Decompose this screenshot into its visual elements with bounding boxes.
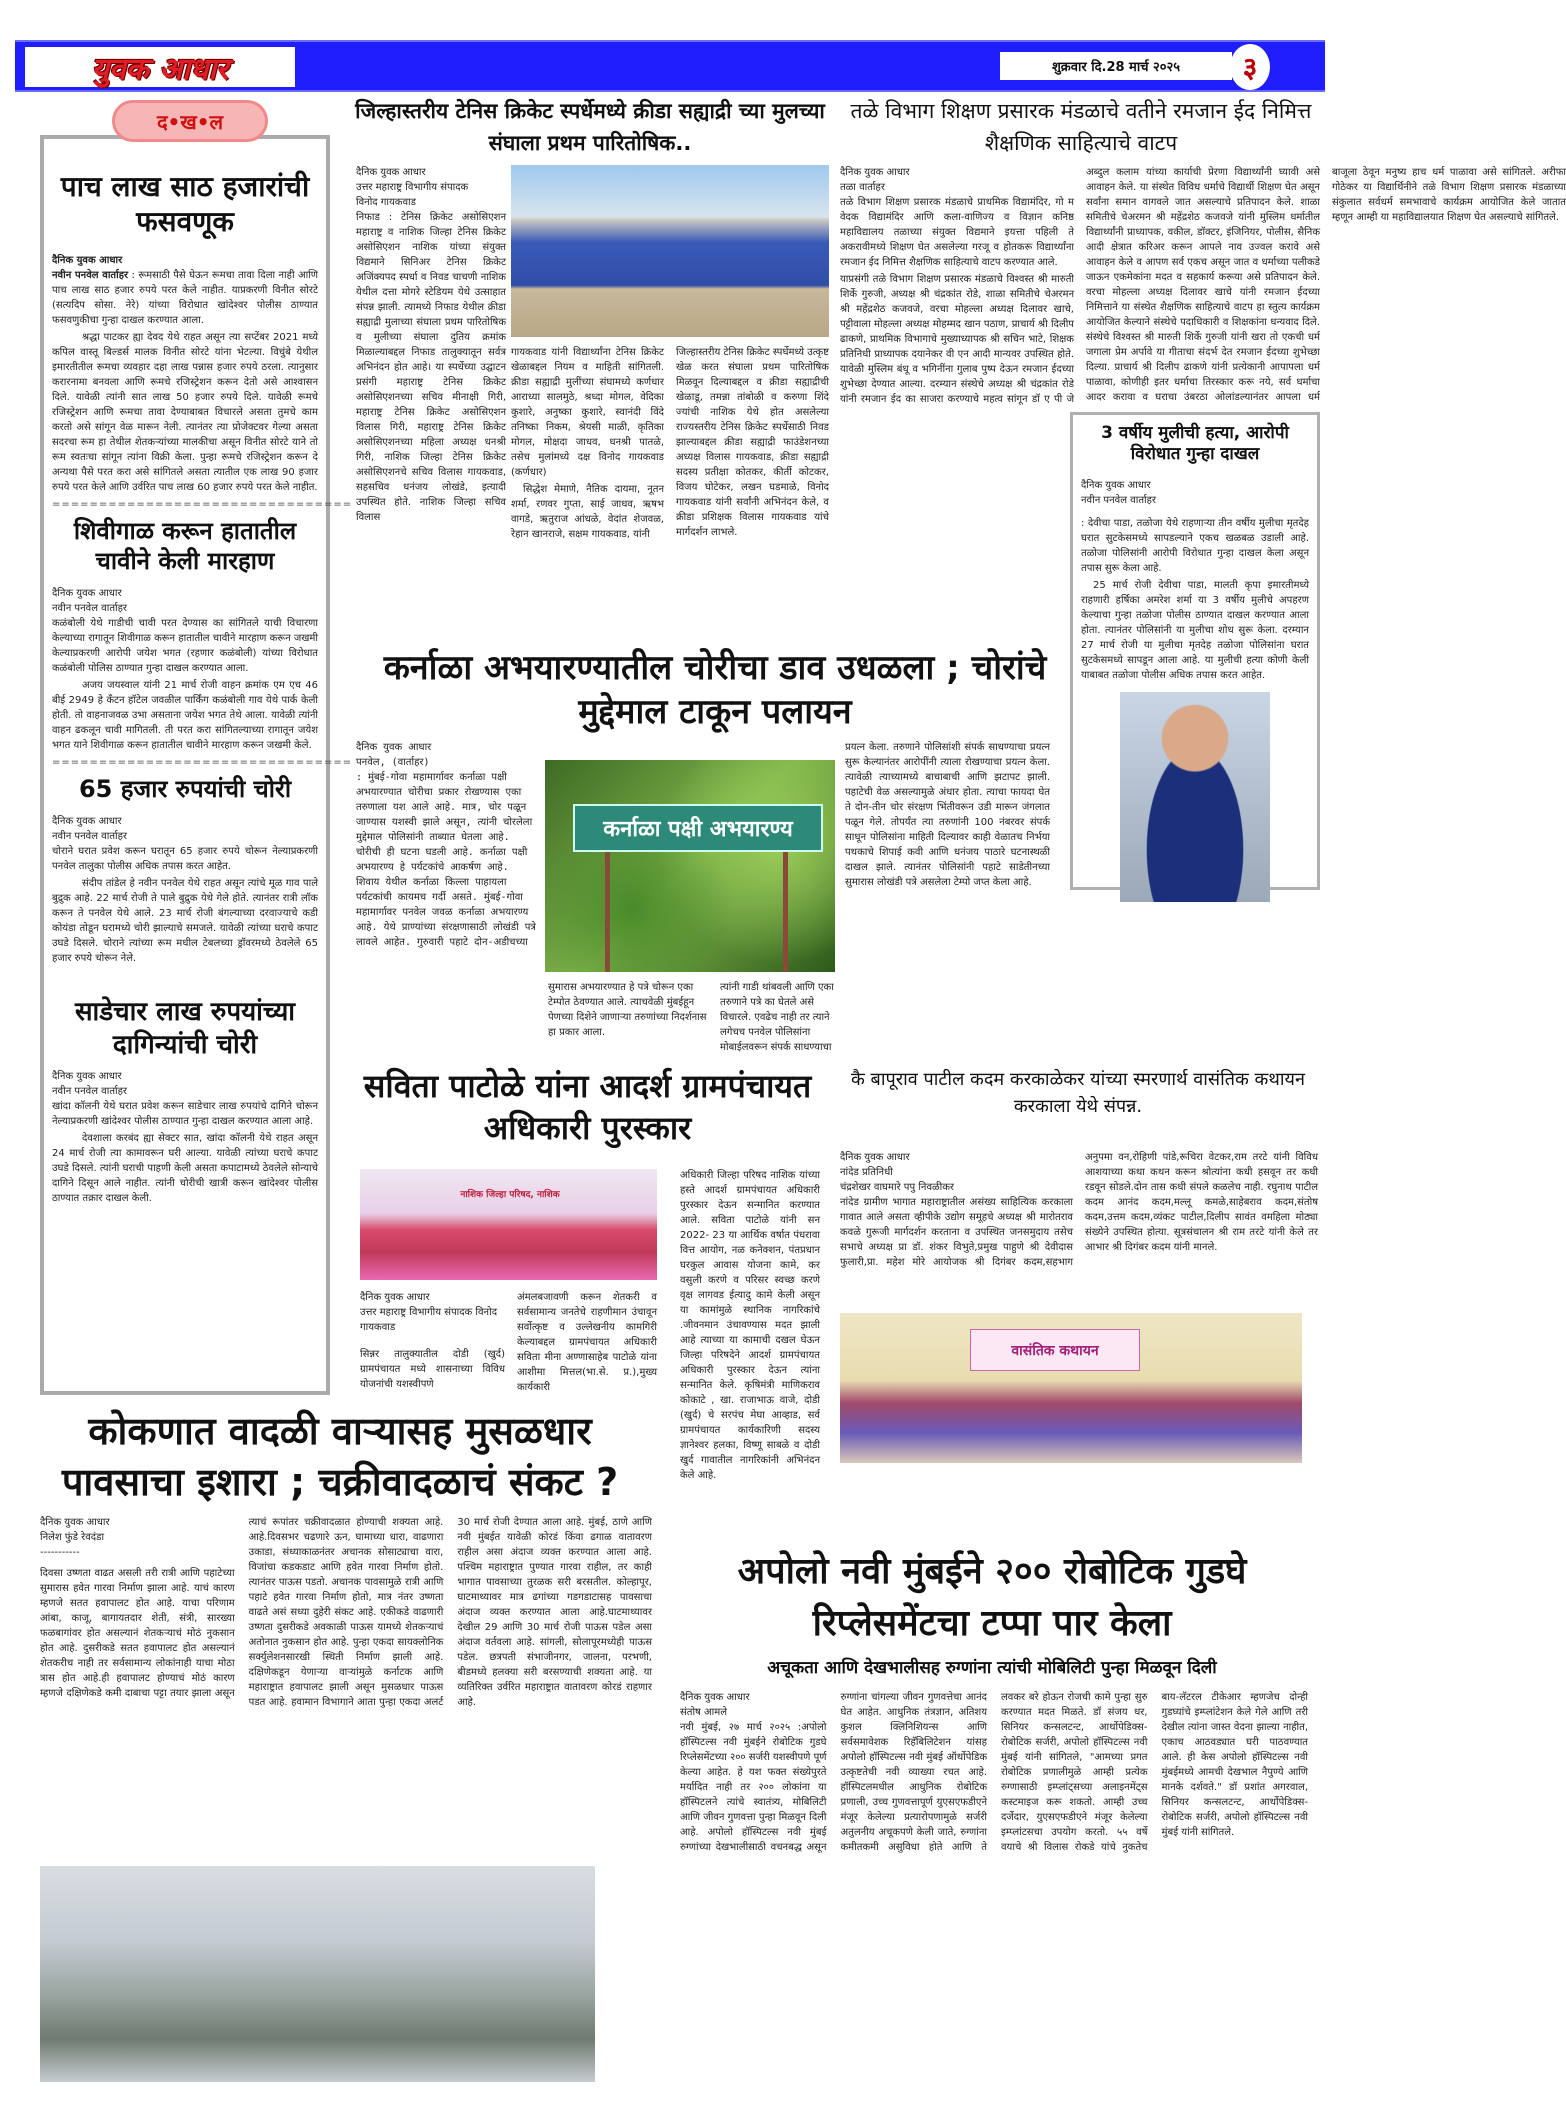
- fraud-byline: दैनिक युवक आधार: [52, 255, 123, 266]
- apollo-body: नवी मुंबई, २७ मार्च २०२५ :अपोलो हॉस्पिटल्स नवी मुंबईने रोबोटिक गुडघे रिप्लेसमेंटच्या २०० सर्जरी यशस्वीपणे पूर्ण केल्या आहेत. हे यश फक्त संख्येपुरते मर्यादित नाही तर २०० लोकांना या हॉस्पिटलने त्यांचे स्वातंत्र्य, मोबिलिटी आणि जीवन गुणवत्ता पुन्हा मिळवून दिली आहे. अपोलो हॉस्पिटल्स नवी मुंबई रुग्णांच्या देखभालीसाठी वचनबद्ध असून रुग्णांना चांगल्या जीवन गुणवत्तेचा आनंद घेत आहेत. आधुनिक तंत्रज्ञान, अतिशय कुशल क्लिनिशियन्स आणि सर्वसमावेशक रिहॅबिलिटेशन यांसह अपोलो हॉस्पिटल्स नवी मुंबई ऑर्थोपेडिक उत्कृष्टतेची नवी व्याख्या रचत आहे. हॉस्पिटलमधील आधुनिक रोबोटिक प्रणाली, उच्च गुणवत्तापूर्ण युएसएफडीएने मंजूर केलेल्या प्रत्यारोपणामुळे सर्जरी अतुलनीय अचूकपणे केली जाते, रुग्णांना कमीतकमी असुविधा होते आणि ते लवकर बरे होऊन रोजची कामे पुन्हा सुरु करण्यात मदत मिळते. डॉ संजय धर, सिनियर कन्सलटन्ट, आर्थोपेडिक्स-रोबोटिक सर्जरी, अपोलो हॉस्पिटल्स नवी मुंबई यांनी सांगितले, "आमच्या प्रगत रोबोटिक प्रणालीमुळे आम्ही प्रत्येक रुग्णासाठी इम्प्लांट्सच्या अलाइनमेंट्स कस्टमाइज करू शकतो. आम्ही उच्च दर्जेदार, युएसएफडीएने मंजूर केलेल्या इम्प्लांटसचा उपयोग करतो. ५५ वर्षे वयाचे श्री विलास रोकडे यांचे नुकतेच बाय-लॅटरल टीकेआर म्हणजेच दोन्ही गुडघ्यांचे इम्प्लांटेशन केले गेले आणि तरी देखील त्यांना जास्त वेदना झाल्या नाहीत, एकाच आठवड्यात घरी पाठवण्यात आले. ही केस अपोलो हॉस्पिटल्स नवी मुंबईमध्ये आमची देखभाल नैपुण्ये आणि मानके दर्शवते." डॉ प्रशांत अगरवाल, सिनियर कन्सलटन्ट, आर्थोपेडिक्स-रोबोटिक सर्जरी, अपोलो हॉस्पिटल्स नवी मुंबई यांनी सांगितले.: [680, 1692, 1308, 1853]
- tennis-headline: जिल्हास्तरीय टेनिस क्रिकेट स्पर्धेमध्ये क्रीडा सह्याद्री च्या मुलच्या संघाला प्रथम पारितोषिक..: [355, 99, 825, 155]
- ramzan-para-1: तळे विभाग शिक्षण प्रसारक मंडळाचे प्राथमिक विद्यामंदिर, गो म वेदक विद्यामंदिर आणि कला-वाणिज्य व विज्ञान कनिष्ठ महाविद्यालय तळाच्या संयुक्त विद्यमाने इयत्ता पहिली ते अकरावीमध्ये शिक्षण घेत असलेल्या गरजू व होतकरू विद्यार्थ्यांना रमजान ईद निमित्त शैक्षणिक साहित्याचे वाटप करण्यात आले.: [840, 197, 1074, 268]
- theft65-headline: 65 हजार रुपयांची चोरी: [78, 775, 292, 803]
- tennis-text-2a: गायकवाड यांनी विद्यार्थ्यांना टेनिस क्रिकेट खेळाबद्दल नियम व माहिती सांगितली. क्रीडा सह्याद्री मुलींच्या संघामध्ये कर्णधार आराध्या सालमुठे, श्रध्दा मोगल, वेदिका कुशारे, अनुष्का कुशारे, स्वानंदी विंदे तनिष्का निकम, श्रेयसी माळी, कृतिका मोगल, मोक्षदा जाधव, धनश्री पातळे, तसेच मुलांमध्ये दक्ष विनोद गायकवाड (कर्णधार): [511, 347, 664, 478]
- konkan-byline: दैनिक युवक आधार: [40, 1517, 110, 1528]
- award-photo: [360, 1169, 657, 1280]
- fraud-para-2: श्रद्धा पाटकर ह्या देवद येथे राहत असून त्या सप्टेंबर 2021 मध्ये कपिल वास्तू बिल्डर्स मालक विनीत सोरटे यांना भेटल्या. विचुंबे येथील इमारतीतील रूमचा व्यवहार दहा लाख पन्नास हजार रुपये ठरला. त्यानुसार करारनामा बनवला आणि रूमचे रजिस्ट्रेशन करून देतो असे आश्वासन दिले. यावेळी त्यांनी सात लाख 50 हजार रुपये दिले. यावेळी रूमचे रजिस्ट्रेशन आणि रूमचा तावा देण्याबाबत विचारले असता तुमचे काम करतो असे सांगून वेळ मारून नेली. त्यानंतर त्या प्रोजेक्टवर गेल्या असता सदरचा रूम हा तेथील शेतकऱ्यांच्या मालकीचा असून विनीत सोरटे याने तो रूम स्वतःचा सांगून त्यांना विक्री केला. पुन्हा रूमचे रजिस्ट्रेशन करून दे अन्यथा पैसे परत करा असे सांगितले असता त्यातील एक लाख 90 हजार रुपये परत केले आणि उर्वरित पाच लाख 60 हजार रुपये परत केले नाहीत.: [52, 332, 318, 493]
- fraud-headline: पाच लाख साठ हजारांची फसवणूक: [60, 170, 310, 238]
- dakhal-badge: द•ख•ल: [112, 100, 268, 142]
- karnala-sign: कर्नाळा पक्षी अभयारण्य: [573, 804, 823, 852]
- weather-photo: [40, 1866, 595, 2082]
- tennis-byline-name: विनोद गायकवाड: [356, 197, 416, 208]
- separator: ================================: [52, 757, 353, 768]
- kathayan-headline: कै बापूराव पाटील कदम करकाळेकर यांच्या स्मरणार्थ वासंतिक कथायन करकाला येथे संपन्न.: [851, 1069, 1305, 1117]
- fraud-para-1: : रूमसाठी पैसे घेऊन रूमचा तावा दिला नाही आणि पाच लाख साठ हजार रुपये परत केले नाहीत. याप्रकरणी विनीत सोरटे (सत्यदिप सोसा. नेरे) यांच्या विरोधात खांदेश्वर पोलीस ठाण्यात फसवणुकीचा गुन्हा दाखल करण्यात आला.: [52, 270, 318, 326]
- tennis-column-1: [356, 165, 506, 627]
- konkan-headline: कोकणात वादळी वाऱ्यासह मुसळधार पावसाचा इशारा ; चक्रीवादळाचं संकट ?: [61, 1409, 619, 1505]
- savita-caption-text: सिन्नर तालुक्यातील दोडी (खुर्द) ग्रामपंचायत मध्ये शासनाच्या विविध योजनांची यशस्वीपणे: [360, 1349, 505, 1390]
- ramzan-top: [840, 165, 1566, 410]
- kathayan-banner: वासंतिक कथायन: [970, 1329, 1140, 1371]
- separator: ================================: [52, 499, 353, 510]
- karnala-text-3: प्रयत्न केला. तरुणाने पोलिसांशी संपर्क साधण्याचा प्रयत्न सुरू केल्यानंतर आरोपींनी त्याला रोखण्याचा प्रयत्न केला. त्यावेळी त्याच्यामध्ये बाचाबाची आणि झटापट झाली. पहाटेची वेळ असल्यामुळे अंधार होता. त्याचा फायदा घेत ते दोन-तीन चोर संरक्षण भिंतीवरून उडी मारून जंगलात पळून गेले. तोपर्यंत त्या तरुणांनी 100 नंबरवर संपर्क साधून पोलिसांना माहिती दिल्यावर काही वेळातच निर्भया पथकाचे शिपाई कवी आणि धनंजय पाठारे घटनास्थळी दाखल झाले. त्यानंतर पोलिसांनी पहाटे साडेतीनच्या सुमारास लोखंडी पत्रे असलेला टेम्पो जप्त केला आहे.: [845, 742, 1050, 888]
- assault-para-1: कळंबोली येथे गाडीची चावी परत देण्यास का सांगितले याची विचारणा केल्याच्या रागातून शिवीगाळ करून हातातील चावीने मारहाण करून जखमी केल्याप्रकरणी आरोपी जयेश भगत (रहणार कळंबोली) यांच्या विरोधात कळंबोली पोलिस ठाण्यात गुन्हा दाखल करण्यात आला.: [52, 618, 318, 674]
- savita-text: अधिकारी जिल्हा परिषद नाशिक यांच्या हस्ते आदर्श ग्रामपंचायत अधिकारी पुरस्कार देऊन सन्मानित करण्यात आले. सविता पाटोळे यांनी सन 2022- 23 या आर्थिक वर्षात पंधरावा वित्त आयोग, नळ कनेक्शन, पंतप्रधान घरकुल आवास योजना कामे, कर वसुली करणे व परिसर स्वच्छ करणे वृक्ष लागवड ईत्यादु कामे केली असून या कामांमुळे स्थानिक नागरिकांचे .जीवनमान उंचावण्यास मदत झाली आहे त्याच्या या कामाची दखल घेऊन जिल्हा परिषदेने आदर्श ग्रामपंचायत अधिकारी पुरस्कार देऊन त्यांना सन्मानित केले. कृषिमंत्री माणिकराव कोकाटे , खा. राजाभाऊ वाजे, दोडी (खुर्द) चे सरपंच मेघा आव्हाड, सर्व ग्रामपंचायत कार्यकारिणी सदस्य ज्ञानेश्वर हलका, विष्णू साबळे व दोडी खुर्द गावातील नागरिकांनी अभिनंदन केले आहे.: [680, 1170, 820, 1481]
- savita-headline: सविता पाटोळे यांना आदर्श ग्रामपंचायत अधिकारी पुरस्कार: [363, 1067, 812, 1147]
- karnala-caption-2: त्यांनी गाडी थांबवली आणि एका तरुणाने पत्रे का घेतले असे विचारले. एवढेच नाही तर त्याने लगेचच पनवेल पोलिसांना मोबाईलवरून संपर्क साधण्याचा: [720, 982, 834, 1053]
- karnala-byline: दैनिक युवक आधार: [356, 742, 432, 753]
- girl-headline: 3 वर्षीय मुलीची हत्या, आरोपी विरोधात गुन्हा दाखल: [1101, 423, 1289, 465]
- girl-byline-place: नवीन पनवेल वार्ताहर: [1081, 494, 1157, 506]
- tennis-text-3: जिल्हास्तरीय टेनिस क्रिकेट स्पर्धेमध्ये उत्कृष्ट खेळ करत संघाला प्रथम पारितोषिक मिळवून दिल्याबद्दल व क्रीडा सह्याद्रीची खेळाडू, तमन्ना तांबोळी व करुणा शिंदे ज्यांची नाशिक येथे होत असलेल्या राज्यस्तरीय टेनिस क्रिकेट स्पर्धेसाठी निवड झाल्याबद्दल क्रीडा सह्याद्री फाउंडेशनच्या अध्यक्ष विलास गायकवाड, क्रीडा सह्याद्री सदस्य प्रतीक्षा कोतकर, कीर्ती कोटकर, विजय घोटेकर, लखन घडमाळे, विनोद गायकवाड यांनी सर्वांनी अभिनंदन केले, व क्रीडा प्रशिक्षक विलास गायकवाड यांचे मार्गदर्शन लाभले.: [676, 347, 829, 538]
- page-number: ३: [1230, 44, 1270, 90]
- tennis-byline-role: उत्तर महाराष्ट्र विभागीय संपादक: [356, 182, 469, 193]
- konkan-body: दिवसा उष्णता वाढत असली तरी रात्री आणि पहाटेच्या सुमारास हवेत गारवा निर्माण झाला आहे. याचं कारण म्हणजे सतत हवापालट होत आहे. याचा परिणाम आंबा, काजू, बागायतदार शेती, संत्री, सारख्या फळबागांवर होत असल्यानं शेतकऱ्याचं मोठं नुकसान होत आहे. दुसरीकडे सतत हवापालट होत असल्यानं शेतकरीच नाही तर सर्वसामान्य लोकांनाही याचा मोठा त्रास होत आहे.ही हवापालट होण्याचं मोठं कारण म्हणजे दक्षिणेकडे कमी दाबाचा पट्टा तयार झाला असून त्याचं रूपांतर चक्रीवादळात होण्याची शक्यता आहे. आहे.दिवसभर चढणारे ऊन, घामाच्या धारा, वाढणारा उकाडा, संध्याकाळनंतर अचानक सोसाट्याचा वारा, विजांचा कडकडाट आणि हवेत गारवा निर्माण होतो. त्यानंतर पाऊस पडतो. अचानक पावसामुळे रात्री आणि पहाटे हवेत गारवा निर्माण होतो, मात्र नंतर उष्णता वाढते असं सध्या दुहेरी संकट आहे. एकीकडे वाढणारी उष्णता दुसरीकडे अवकाळी पाऊस यामध्ये शेतकऱ्याचं अतोनात नुकसान होत आहे. पुन्हा एकदा सायक्लोनिक सर्क्युलेशनसारखी स्थिती निर्माण झाली आहे. दक्षिणेकडून येणाऱ्या वाऱ्यांमुळे कर्नाटक आणि महाराष्ट्रात हवापालट झाली असून मुसळधार पाऊस पडत आहे. हवामान विभागाने आता पुन्हा एकदा अलर्ट 30 मार्च रोजी देण्यात आला आहे. मुंबई, ठाणे आणि नवी मुंबईत यावेळी कोरडं किंवा ढगाळ वातावरण राहील असा अंदाज व्यक्त करण्यात आला आहे. पश्चिम महाराष्ट्रात पुण्यात गारवा राहील, तर काही भागात पावसाच्या तुरळक सरी बरसतील. कोल्हापूर, घाटमाथ्यावर मात्र ढगांच्या गडगडाटासह पावसाचा अंदाज व्यक्त करण्यात आला आहे.घाटमाथ्यावर देखील 29 आणि 30 मार्च रोजी पाऊस पडेल असा अंदाज वर्तवला आहे. सांगली, सोलापूरमध्येही पाऊस पडेल. छत्रपती संभाजीनगर, जालना, परभणी, बीडमध्ये हलक्या सरी बरसण्याची शक्यता आहे. या व्यतिरिक्त उर्वरित महाराष्ट्रात वातावरण कोरडं राहणार आहे.: [40, 1517, 652, 1708]
- savita-caption-2: अंमलबजावणी करून शेतकरी व सर्वसामान्य जनतेचे राहणीमान उंचावून सर्वोत्कृष्ट व उल्लेखनीय कामगिरी केल्याबद्दल ग्रामपंचायत अधिकारी सविता मीना अण्णासाहेब पाटोळे यांना आशीमा मित्तल(भा.से. प्र.),मुख्य कार्यकारी: [517, 1292, 657, 1393]
- savita-byline: दैनिक युवक आधार: [360, 1292, 430, 1303]
- kathayan-body: नांदेड ग्रामीण भागात महाराष्ट्रातील असंख्य साहित्यिक करकाला गावात आले असता व्हीपीके उद्योग समूहचे अध्यक्ष श्री मारोतराव कवळे गुरूजी मार्गदर्शन करताना व उपस्थित जनसमुदाय तसेच सभाचे अध्यक्ष प्रा डॉ. शंकर विभुते,प्रमुख पाहुणे श्री देवीदास फुलारी,प्रा. महेश मोरे आयोजक श्री दिगंबर कदम,सहभाग अनुपमा वन,रोहिणी पांडे,रूचिरा वेटकर,राम तरटे यांनी विविध आशयाच्या कथा कथन करून श्रोत्यांना कधी हसवून तर कधी रडवून सोडले.दोन तास कधी संपले कळलेच नाही. रघुनाथ पाटील कदम आनंद कदम,मल्लू कमळे,साहेबराव कदम,संतोष कदम,उत्तम कदम,व्यंकट पाटील,दिलीप सावंत वमहिला मोठ्या संख्येने उपस्थित होत्या. सूत्रसंचालन श्री राम तरटे यांनी केले तर आभार श्री दिगंबर कदम यांनी मानले.: [840, 1152, 1318, 1268]
- theft65-byline-place: नवीन पनवेल वार्ताहर: [52, 831, 128, 842]
- karnala-headline: कर्नाळा अभयारण्यातील चोरीचा डाव उधळला ; चोरांचे मुद्देमाल टाकून पलायन: [383, 648, 1047, 733]
- theft65-para-2: संदीप तांडेल हे नवीन पनवेल येथे राहत असून त्यांचे मूळ गाव पाले बुद्रुक आहे. 22 मार्च रोजी ते पाले बुद्रुक येथे गेले होते. त्यानंतर रात्री लॉक करून ते पनवेल येथे आले. 23 मार्च रोजी बंगल्याच्या दरवाज्याचे कडी कोयंडा तोडून घरामध्ये चोरी झाल्याचे समजले. यावेळी त्यांच्या घराचे कपाट उघडे दिसले. चोराने त्यांच्या रूम मधील टेबलच्या ड्रॉवरमध्ये ठेवलेले 65 हजार रुपये चोरून नेले.: [52, 878, 318, 964]
- girl-murder-box: [1070, 412, 1320, 890]
- cricket-team-photo: [511, 165, 829, 337]
- girl-byline: दैनिक युवक आधार: [1081, 479, 1151, 491]
- ramzan-byline-place: तळा वार्ताहर: [840, 182, 885, 193]
- tennis-byline: दैनिक युवक आधार: [356, 167, 426, 178]
- award-banner: नाशिक जिल्हा परिषद, नाशिक: [460, 1190, 560, 1200]
- ramzan-headline: तळे विभाग शिक्षण प्रसारक मंडळाचे वतीने रमजान ईद निमित्त शैक्षणिक साहित्याचे वाटप: [850, 99, 1312, 155]
- left-news-column: [40, 135, 353, 1395]
- karnala-byline-place: पनवेल, (वार्ताहर): [356, 757, 430, 768]
- girl-photo: [1120, 692, 1270, 902]
- jewel-headline: साडेचार लाख रुपयांच्या दागिन्यांची चोरी: [74, 997, 296, 1060]
- assault-para-2: अजय जयस्वाल यांनी 21 मार्च रोजी वाहन क्रमांक एम एच 46 बीई 2949 हे कॅंटन हॉटेल जवळील पार्किंग कळंबोली गाव येथे पार्क केली होती. तो वाहनाजवळ उभा असताना जयेश भगत तेथे आला. यावेळी त्यांनी वाहन ढकलून चावी मागितली. ती परत करा सांगितल्याच्या रागातून जयेश भगत याने शिवीगाळ करून हातातील चावीने मारहाण करून जखमी केले.: [52, 680, 318, 751]
- apollo-headline: अपोलो नवी मुंबईने २०० रोबोटिक गुडघे रिप्लेसमेंटचा टप्पा पार केला: [737, 1551, 1247, 1645]
- ramzan-para-2: याप्रसंगी तळे विभाग शिक्षण प्रसारक मंडळाचे विश्वस्त श्री मारुती शिर्के गुरुजी, अध्यक्ष श्री चंद्रकांत रोडे, शाळा समितीचे चेअरमन श्री महेंद्रशेठ कजवजे, वरचा मोहल्ला अध्यक्ष दिलावर खाचे, पट्टीवाला मोहल्ला अध्यक्ष मोहम्मद खान पठाण, प्राचार्य श्री दिलीप ढाकणे, प्राथमिक विभागाचे मुख्याध्यापक श्री सचिन भाटे, शिक्षक प्रतिनिधी प्राध्यापक दयानेकर वी एन आदी मान्यवर उपस्थित होते. यावेळी मुस्लिम बंधू व भगिनींना गुलाब पुष्प देऊन रमजान ईदच्या शुभेच्छा देण्यात आल्या. दरम्यान संस्थेचे अध्यक्ष श्री चंद्रकांत रोडे यांनी रमजान ईद का साजरा करण्याचे महत्व सांगून डॉ ए पी जे अब्दुल कलाम यांच्या कार्याची प्रेरणा विद्यार्थ्यांनी घ्यावी असे आवाहन केले. या संस्थेत विविध धर्माचे विद्यार्थी शिक्षण घेत असून सर्वांना समान वागवले जात असल्याचे प्रतिपादन केले. शाळा समितीचे चेअरमन श्री महेंद्रशेठ कजवजे यांनी मुस्लिम धर्मातील विद्यार्थ्यांनी प्राध्यापक, वकील, डॉक्टर, इंजिनियर, पोलीस, सैनिक आदी क्षेत्रात करिअर करून आपले नाव उज्वल करावे असे आवाहन केले व आपण सर्व एकच असून जात व धर्माच्या पलीकडे जाऊन एकमेकांना मदत व सहकार्य करूया असे प्रतिपादन केले. वरचा मोहल्ला अध्यक्ष दिलावर खाचे यांनी रमजान ईदच्या निमित्ताने या संस्थेत शैक्षणिक साहित्याचे वाटप हा स्तुत्य कार्यक्रम आयोजित केल्याने संस्थेचे पदाधिकारी व शिक्षकांना धन्यवाद दिले. संस्थेचे विश्वस्त श्री मारुती शिर्के गुरुजी यांनी खरा तो एकची धर्म जगाला प्रेम अर्पावे या गीताचा संदर्भ देत रमजान ईदच्या शुभेच्छा दिल्या. प्राचार्य श्री दिलीप ढाकणे यांनी प्रत्येकानी आपापला धर्म पाळावा, कोणीही इतर धर्माचा तिरस्कार करू नये, सर्व धर्माचा आदर करावा व घराचा उंबरठा ओलांडल्यानंतर आपला धर्म बाजूला ठेवून मनुष्य हाच धर्म पाळावा असे सांगितले. अरीफा गोठेकर या विद्यार्थिनीने तळे विभाग शिक्षण प्रसारक मंडळाच्या संकुलात सर्वधर्म समभावाचे कार्यक्रम आयोजित केले जातात म्हणून आम्ही या महाविद्यालयात शिक्षण घेत असल्याचे सांगितले.: [840, 167, 1566, 405]
- tennis-text-2b: सिद्धेश मेमाणे, नैतिक दायमा, नूतन शर्मा, रणवर गुप्ता, साई जाधव, ऋषभ वागडे, ऋतुराज आंधळे, वेदांत शेजवळ, रेहान खानराजे, सक्षम गायकवाड, यांनी: [511, 484, 664, 540]
- jewel-para-1: खांदा कॉलनी येथे घरात प्रवेश करून साडेचार लाख रुपयांचे दागिने चोरून नेल्याप्रकरणी खांदेश्वर पोलीस ठाण्यात गुन्हा दाखल करण्यात आला आहे.: [52, 1101, 318, 1127]
- karnala-photo: [545, 760, 835, 972]
- ramzan-byline: दैनिक युवक आधार: [840, 167, 910, 178]
- theft65-para-1: चोराने घरात प्रवेश करून घरातून 65 हजार रुपये चोरून नेल्याप्रकरणी पनवेल तालुका पोलीस अधिक तपास करत आहेत.: [52, 846, 318, 872]
- apollo-text: [680, 1690, 1308, 2092]
- jewel-para-2: देवशाला करबंद ह्या सेक्टर सात, खांदा कॉलनी येथे राहत असून 24 मार्च रोजी त्या कामावरून घरी आल्या. यावेळी त्यांच्या घराचे कपाट उघडे दिसले. त्यांनी घराची पाहणी केली असता कपाटामध्ये ठेवलेले सोन्याचे दागिने दिसून आले नाहीत. त्यांनी चोरीची खात्री करून खांदेश्वर पोलीस ठाण्यात तक्रार दाखल केली.: [52, 1133, 318, 1204]
- konkan-byline-place: निलेश फुंडे रेवदंडा: [40, 1532, 105, 1543]
- kathayan-photo: [840, 1313, 1302, 1463]
- masthead: [15, 40, 1325, 92]
- karnala-caption-1: सुमारास अभयारण्यात हे पत्रे चोरून एका टेम्पोत ठेवण्यात आले. त्याचवेळी मुंबईहून पेणच्या दिशेने जाणाऱ्या तरुणांच्या निदर्शनास हा प्रकार आला.: [548, 982, 707, 1038]
- jewel-byline-place: नवीन पनवेल वार्ताहर: [52, 1086, 128, 1097]
- kathayan-text: [840, 1150, 1318, 1290]
- assault-headline: शिवीगाळ करून हातातील चावीने केली मारहाण: [73, 517, 297, 575]
- karnala-text-1: : मुंबई-गोवा महामार्गावर कर्नाळा पक्षी अभयारण्यात चोरीचा प्रकार रोखण्यास एका तरुणाला यश आले आहे. मात्र, चोर पळून जाण्यास यशस्वी झाले असून, त्यांनी चोरलेला मुद्देमाल पोलिसांनी ताब्यात घेतला आहे. चोरीची ही घटना घडली आहे. कर्नाळा पक्षी अभयारण्य हे पर्यटकांचे आकर्षण आहे. शिवाय येथील कर्नाळा किल्ला पाहायला पर्यटकांची कायमच गर्दी असते. मुंबई-गोवा महामार्गावर पनवेल जवळ कर्नाळा अभयारण्य आहे. येथे प्राण्यांच्या संरक्षणासाठी लोखंडी पत्रे लावले आहेत. गुरुवारी पहाटे दोन-अडीचच्या: [356, 772, 536, 948]
- girl-para-2: 25 मार्च रोजी देवीचा पाडा, मालती कृपा इमारतीमध्ये राहणारी हर्षिका अमरेश शर्मा या 3 वर्षीय मुलीचे अपहरण केल्याचा गुन्हा तळोजा पोलीस ठाण्यात दाखल करण्यात आला होता. त्यानंतर पोलिसांनी या मुलीचा शोध सुरू केला. दरम्यान 27 मार्च रोजी या मुलीचा मृतदेह तळोजा पोलिसांना घरात सुटकेसमध्ये सापडून आला आहे. या मुलीची हत्या कोणी केली याबाबत तळोजा पोलीस अधिक तपास करत आहेत.: [1081, 579, 1309, 681]
- newspaper-logo: युवक आधार: [25, 47, 295, 87]
- girl-para-1: : देवीचा पाडा, तळोजा येथे राहणाऱ्या तीन वर्षीय मुलीचा मृतदेह घरात सुटकेसमध्ये सापडल्याने एकच खळबळ उडाली आहे. तळोजा पोलिसांनी आरोपी विरोधात गुन्हा दाखल केला असून तपास सुरू केला आहे.: [1081, 517, 1309, 574]
- jewel-byline: दैनिक युवक आधार: [52, 1071, 122, 1082]
- kathayan-byline-name: चंद्रशेखर वाघमारे पपु निवळीकर: [840, 1182, 955, 1193]
- tennis-text-1: निफाड : टेनिस क्रिकेट असोसिएशन महाराष्ट्र व नाशिक जिल्हा टेनिस क्रिकेट असोसिएशन नाशिक यांच्या संयुक्त विद्यमाने सिनिअर टेनिस क्रिकेट अजिंक्यपद स्पर्धा व निवड चाचणी नाशिक येथील दत्ता मोगरे स्टेडियम येथे उत्साहात संपन्न झाली. त्यामध्ये निफाड येथील क्रीडा सह्याद्री मुलाच्या संघाला प्रथम पारितोषिक व मुलीच्या संघाला दुतिय क्रमांक मिळाल्याबद्दल निफाड तालुक्यातून सर्वत्र अभिनंदन होत आहे। या स्पर्धेच्या उद्घाटन प्रसंगी महाराष्ट्र टेनिस क्रिकेट असोसिएशनच्या सचिव मीनाक्षी गिरी, महाराष्ट्र टेनिस क्रिकेट असोसिएशन विलास गिरी, महाराष्ट्र टेनिस क्रिकेट असोसिएशनच्या महिला अध्यक्ष धनश्री गिरी, नाशिक जिल्हा टेनिस क्रिकेट असोसिएशनचे सचिव विलास गायकवाड, सहसचिव धनंजय लोखंडे, इत्यादी उपस्थित होते. नाशिक जिल्हा सचिव विलास: [356, 212, 506, 523]
- kathayan-byline: दैनिक युवक आधार: [840, 1152, 910, 1163]
- konkan-dash: -----------: [40, 1547, 80, 1558]
- issue-date: शुक्रवार दि.28 मार्च २०२५: [1000, 52, 1232, 80]
- kathayan-byline-place: नांदेड प्रतिनिधी: [840, 1167, 893, 1178]
- assault-byline: दैनिक युवक आधार: [52, 588, 122, 599]
- apollo-byline-name: संतोष आमले: [680, 1707, 727, 1718]
- savita-byline-role: उत्तर महाराष्ट्र विभागीय संपादक विनोद गायकवाड: [360, 1307, 498, 1333]
- karnala-column-1: [356, 740, 536, 1058]
- theft65-byline: दैनिक युवक आधार: [52, 816, 122, 827]
- assault-byline-place: नवीन पनवेल वार्ताहर: [52, 603, 128, 614]
- fraud-byline-place: नवीन पनवेल वार्ताहर: [52, 270, 129, 281]
- konkan-text: [40, 1515, 652, 1860]
- savita-caption-1: [360, 1290, 505, 1400]
- tennis-text-2: [511, 345, 829, 627]
- apollo-byline: दैनिक युवक आधार: [680, 1692, 750, 1703]
- apollo-subhead: अचूकता आणि देखभालीसह रुग्णांना त्यांची मोबिलिटी पुन्हा मिळवून दिली: [767, 1658, 1217, 1678]
